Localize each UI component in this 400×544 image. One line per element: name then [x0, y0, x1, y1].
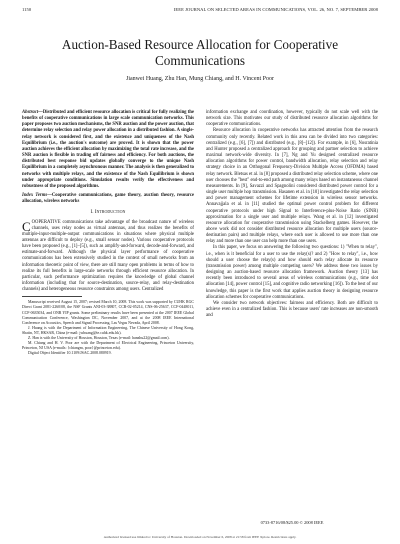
footnote-han: Z. Han is with the University of Houston, Houston, Texas (e-mail: hanzhu22@gmail.com).: [28, 336, 170, 341]
page-number: 1150: [22, 7, 32, 12]
body-paragraph: In this paper, we focus on answering the following two questions: 1) "When to relay", i.e., when is it beneficial for a user to use the relay(s)? and 2) "How to relay", i.e., how should a user choose the relay(s) and how should each relay allocate its resource (transmission power) among multiple competing users? We address these two issues by designing an auction-based resource allocation framework. Auction theory [13] has recently been introduced to several areas of wireless communications (e.g., time slot allocation [14], power control [15], and cognitive radio networking [16]). To the best of our knowledge, this paper is the first work that applies auction theory in designing resource allocation schemes for cooperative communications.: [206, 245, 378, 300]
journal-name: IEEE JOURNAL ON SELECTED AREAS IN COMMUNICATIONS, VOL. 26, NO. 7, SEPTEMBER 2008: [173, 7, 378, 12]
paper-title: Auction-Based Resource Allocation for Cooperative Communications: [61, 37, 339, 68]
left-column: [22, 110, 194, 356]
license-notice: Authorized licensed use limited to: University of Houston. Downloaded on November 6, 2008 at 21:58 from IEEE Xplore. Restrictions apply.: [103, 535, 297, 539]
right-column: [206, 110, 378, 319]
author-list: Jianwei Huang, Zhu Han, Mung Chiang, and H. Vincent Poor: [125, 76, 274, 82]
body-paragraph: information exchange and coordination, however, typically do not scale well with the network size. This motivates our study of distributed resource allocation algorithms for cooperative communications.: [206, 110, 378, 128]
intro-paragraph: [22, 220, 194, 294]
abstract: [22, 110, 194, 190]
footnote-doi: Digital Object Identifier 10.1109/JSAC.2008.080919.: [28, 351, 112, 356]
index-terms: [22, 193, 194, 205]
abstract-text: Distributed and efficient resource allocation is critical for fully realizing the benefits of cooperative communications in large scale communication networks. This paper proposes two auction mechanisms, the SNR auction and the power auction, that determine relay selection and relay power allocation in a distributed fashion. A single-relay network is considered first, and the existence and uniqueness of the Nash Equilibrium (i.e., the auction's outcome) are proved. It is shown that the power auction achieves the efficient allocation by maximizing the total rate increase, and the SNR auction is flexible in trading off fairness and efficiency. For both auctions, the distributed best response bid updates globally converge to the unique Nash Equilibrium in a completely asynchronous manner. The analysis is then generalized to networks with multiple relays, and the existence of the Nash Equilibrium is shown under appropriate conditions. Simulation results verify the effectiveness and robustness of the proposed algorithms.: [22, 110, 194, 189]
index-terms-text: Cooperative communications, game theory, auction theory, resource allocation, wireless networks: [22, 193, 194, 205]
body-paragraph: We consider two network objectives: fairness and efficiency. Both are difficult to achieve even in a centralized fashion. This is because users' rate increases are non-smooth and: [206, 300, 378, 319]
footnote-manuscript: Manuscript received August 15, 2007; revised March 10, 2008. This work was supported by CUHK RGC Direct Grant 2081-2260/08, the NSF Grants ANI-03-38807, CCR-02-05214, CNS-06-25637, CCF-0448011, CCF-0635034, and ONR YIP grants. Some preliminary results have been presented at the 2007 IEEE Global Communication Conference, Washington DC, November 2007, and at the 2008 IEEE International Conference on Acoustics, Speech and Signal Processing, Las Vegas Nevada, April 2008.: [22, 300, 194, 325]
footnote-rule: [22, 296, 82, 297]
footnote-huang: J. Huang is with the Department of Information Engineering, The Chinese University of Hong Kong, Shatin, NT, HKSAR, China (e-mail: jwhuang@ie.cuhk.edu.hk).: [22, 325, 194, 335]
issn-line: 0733-8716/08/$25.00 © 2008 IEEE: [260, 520, 324, 525]
drop-cap: C: [22, 218, 31, 234]
running-head: [22, 7, 378, 15]
footnote-chiang-poor: M. Chiang and H. V. Poor are with the Department of Electrical Engineering, Princeton University, Princeton, NJ USA (e-mails: {chiangm, poor}@princeton.edu).: [22, 341, 194, 351]
abstract-label: Abstract—: [22, 110, 43, 115]
section-heading: I. Introduction: [90, 210, 126, 216]
body-paragraph: Resource allocation in cooperative networks has attracted attention from the research community only recently. Related work in this area can be divided into two categories: centralized (e.g., [6], [7]) and distributed (e.g., [8]–[12]). For example, in [6], Nosratinia and Hunter proposed a centralized approach for grouping and partner selection to achieve maximal network-wide diversity. In [7], Ng and Yu designed centralized resource allocation algorithms for power control, bandwidth allocation, relay selection and relay strategy choice in an Orthogonal Frequency-Division Multiple Access (OFDMA) based relay network. Bletsas et al. in [8] proposed a distributed relay selection scheme, where one user chooses the "best" end-to-end path among many relays based on instantaneous channel measurements. In [9], Savazzi and Spagnolini considered distributed power control for a single user multiple hop transmission. Hasanen et al. in [10] investigated the relay selection and power management schemes for lifetime extension in wireless sensor networks. Annavajjala et al. in [11] studied the optimal power control problem for different cooperative protocols under high Signal to Interference-plus-Noise Ratio (SINR) approximation for a single user and multiple relays. Wang et al. in [12] investigated resource allocation for cooperative transmission using Stackelberg games. However, the above work did not consider distributed resource allocation for multiple users (source-destination pairs) and multiple relays, where each user is allowed to use more than one relay and more than one user can help more than one users.: [206, 128, 379, 245]
intro-text: OOPERATIVE communications take advantage of the broadcast nature of wireless channels, uses relay nodes as virtual antennas, and thus realizes the benefits of multiple-input-multiple-output communications in situations where physical multiple antennas are difficult to deploy (e.g., small sensor nodes). Various cooperative protocols have been proposed (e.g., [1]–[5]), such as amplify-and-forward, decode-and-forward, and estimate-and-forward. Although the physical layer performance of cooperative communications has been extensively studied in the context of small networks from an information theoretic point of view, there are still many open problems in terms of how to realize its full benefits in large-scale networks through efficient resource allocation. In particular, such performance optimization requires the knowledge of global channel information (including that for source-destination, source-relay, and relay-destination channels) and heterogeneous resource constraints among users. Centralized: [22, 219, 194, 293]
footnotes: [22, 300, 194, 356]
index-terms-label: Index Terms—: [22, 193, 52, 199]
